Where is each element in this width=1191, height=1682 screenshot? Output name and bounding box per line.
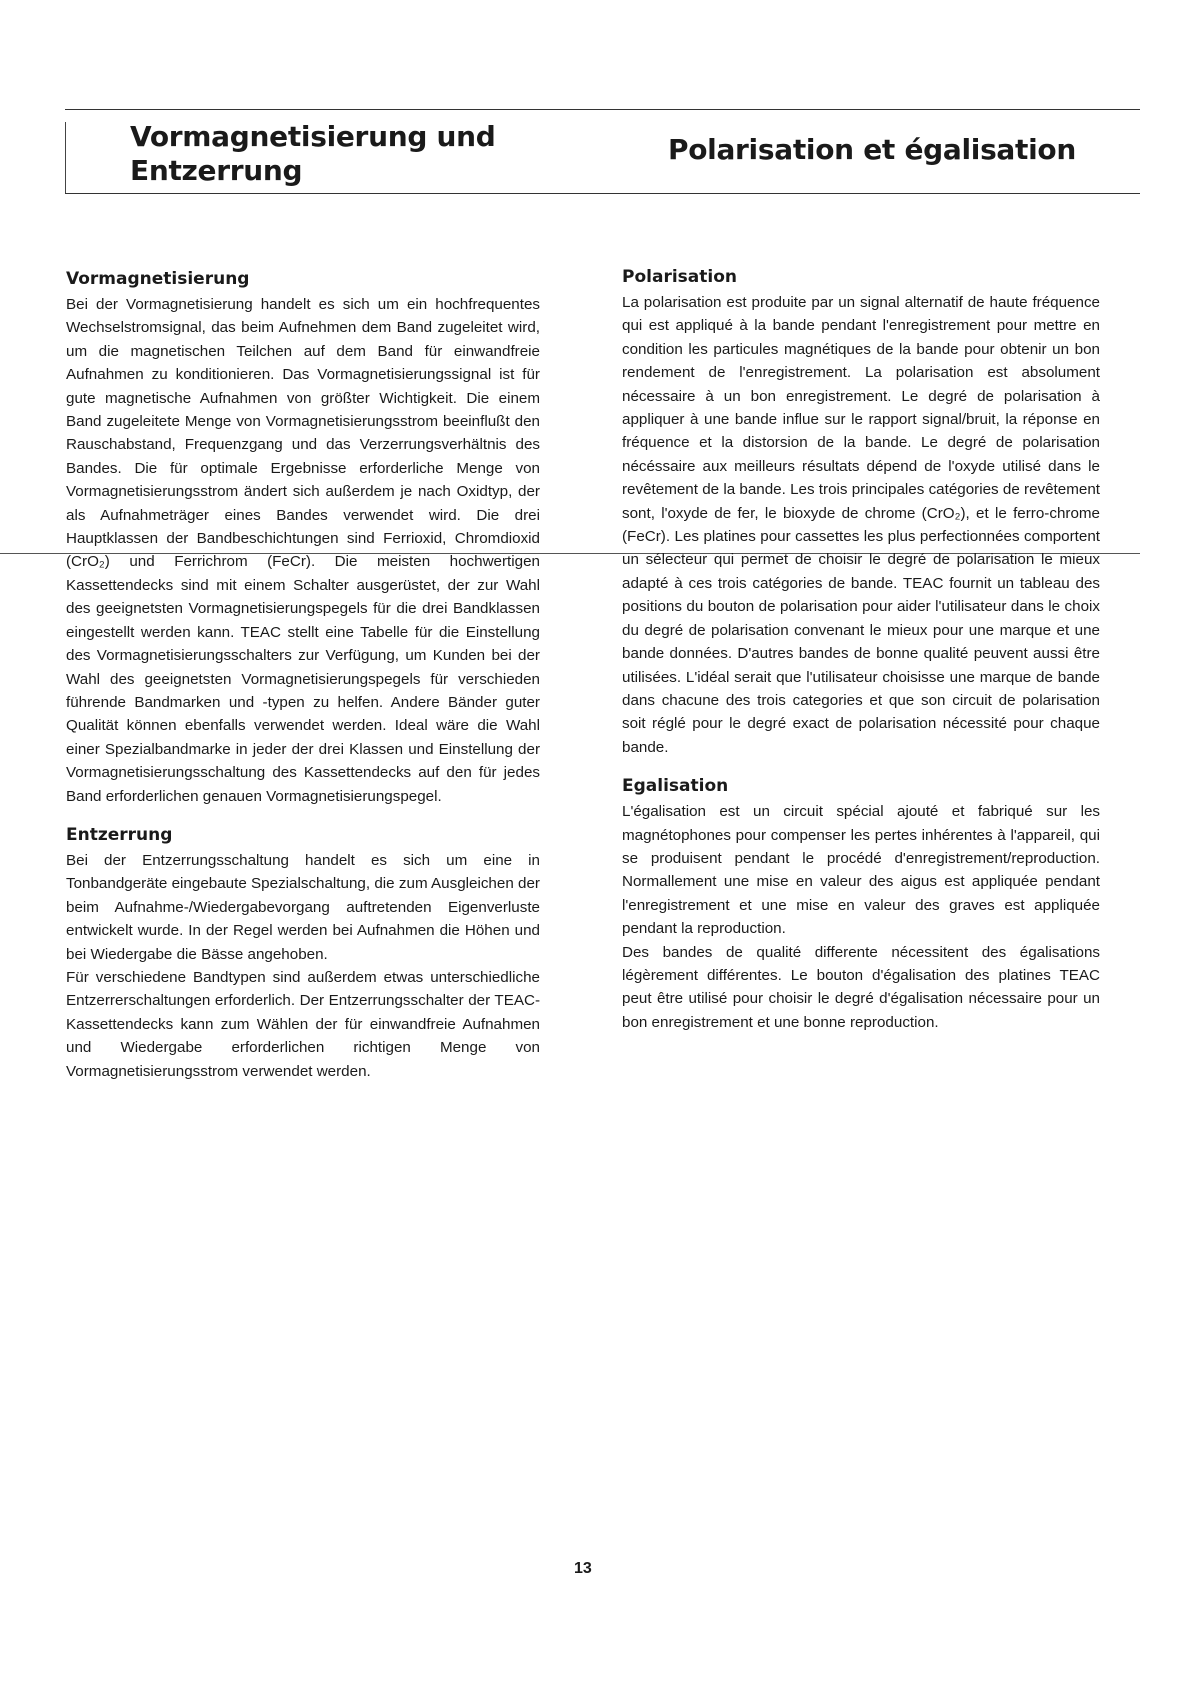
section-text-egalisation-2: Des bandes de qualité differente nécessitent des égalisations légèrement différentes. Le bouton d'égalisation des platines TEAC peut être utilisé pour choisir le degré d'égalisation nécessaire pour un bon enregistrement et une bonne reproduction. bbox=[622, 943, 1100, 1031]
section-text-vormagnetisierung: Bei der Vormagnetisierung handelt es sich um ein hochfrequentes Wechselstromsignal, das beim Aufnehmen dem Band zugeleitet wird, um die magnetischen Teilchen auf dem Band für einwandfreie Aufnahmen zu konditionieren. Das Vormagnetisierungssignal ist für gute magnetische Aufnahmen von größter Wichtigkeit. Die einem Band zugeleitete Menge von Vormagnetisierungsstrom beeinflußt den Rauschabstand, Frequenzgang und das Verzerrungsverhältnis des Bandes. Die für optimale Ergebnisse erforderliche Menge von Vormagnetisierungsstrom ändert sich außerdem je nach Oxidtyp, der als Aufnahmeträger eines Bandes verwendet wird. Die drei Hauptklassen der Bandbeschichtungen sind Ferrioxid, Chromdioxid (CrO₂) und Ferrichrom (FeCr). Die meisten hochwertigen Kassettendecks sind mit einem Schalter ausgerüstet, der zur Wahl des geeignetsten Vormagnetisierungspegels für die drei Bandklassen eingestellt werden kann. TEAC stellt eine Tabelle für die Einstellung des Vormagnetisierungsschalters zur Verfügung, um Kunden bei der Wahl des geeignetsten Vormagnetisierungspegels für verschieden führende Bandmarken und -typen zu helfen. Andere Bänder guter Qualität können ebenfalls verwendet werden. Ideal wäre die Wahl einer Spezialbandmarke in jeder der drei Klassen und Einstellung der Vormagnetisierungsschaltung des Kassettendecks auf den für jedes Band erforderlichen genauen Vormagnetisierungspegel. bbox=[66, 296, 540, 805]
section-heading-vormagnetisierung: Vormagnetisierung bbox=[66, 269, 250, 289]
section-text-polarisation: La polarisation est produite par un signal alternatif de haute fréquence qui est appliqué à la bande pendant l'enregistrement pour mettre en condition les particules magnétiques de la bande pour obtenir un bon rendement de l'enregistrement. La polarisation est absolument nécessaire à un bon enregistrement. Le degré de polarisation à appliquer à une bande influe sur le rapport signal/bruit, la réponse en fréquence et la distorsion de la bande. Le degré de polarisation nécéssaire aux meilleurs résultats dépend de l'oxyde utilisé dans le revêtement de la bande. Les trois principales catégories de revêtement sont, l'oxyde de fer, le bioxyde de chrome (CrO₂), et le ferro-chrome (FeCr). Les platines pour cassettes les plus perfectionnées comportent un sélecteur qui permet de choisir le degré de polarisation le mieux adapté à ces trois catégories de bande. TEAC fournit un tableau des positions du bouton de polarisation pour aider l'utilisateur dans le choix du degré de polarisation convenant le mieux pour une marque et une bande données. D'autres bandes de bonne qualité peuvent aussi être utilisées. L'idéal serait que l'utilisateur choisisse une marque de bande dans chacune des trois categories et que son circuit de polarisation soit réglé pour le degré exact de polarisation nécessité pour chaque bande. bbox=[622, 294, 1100, 756]
section-spacer bbox=[66, 808, 540, 824]
french-column bbox=[622, 266, 1100, 1034]
section-spacer bbox=[622, 759, 1100, 775]
header-left-rule bbox=[65, 122, 66, 194]
title-german-line1: Vormagnetisierung und bbox=[130, 120, 496, 153]
title-german-line2: Entzerrung bbox=[130, 154, 303, 187]
section-text-entzerrung-1: Bei der Entzerrungsschaltung handelt es sich um eine in Tonbandgeräte eingebaute Spezialschaltung, die zum Ausgleichen der beim Aufnahme-/Wiedergabevorgang auftretenden Eigenverluste entwickelt wurde. In der Regel werden bei Aufnahmen die Höhen und bei Wiedergabe die Bässe angehoben. bbox=[66, 851, 540, 963]
section-text-entzerrung-2: Für verschiedene Bandtypen sind außerdem etwas unterschiedliche Entzerrerschaltungen erforderlich. Der Entzerrungsschalter der TEAC-Kassettendecks kann zum Wählen der für einwandfreie Aufnahmen und Wiedergabe erforderlichen richtigen Menge von Vormagnetisierungsstrom verwendet werden. bbox=[66, 968, 540, 1080]
page-number: 13 bbox=[574, 1560, 592, 1577]
header-top-rule bbox=[65, 109, 1140, 110]
section-text-egalisation-1: L'égalisation est un circuit spécial ajouté et fabriqué sur les magnétophones pour compenser les pertes inhérentes à l'appareil, qui se produisent pendant le procédé d'enregistrement/reproduction. Normallement une mise en valeur des aigus est appliquée pendant l'enregistrement et une mise en valeur des graves est appliquée pendant la reproduction. bbox=[622, 803, 1100, 938]
header-bottom-rule bbox=[65, 193, 1140, 194]
section-heading-egalisation: Egalisation bbox=[622, 776, 729, 797]
german-column bbox=[66, 268, 540, 1083]
section-heading-entzerrung: Entzerrung bbox=[66, 824, 173, 845]
page-title-french: Polarisation et égalisation bbox=[668, 133, 1076, 166]
page-title-german bbox=[130, 120, 496, 188]
section-heading-polarisation: Polarisation bbox=[622, 267, 737, 287]
